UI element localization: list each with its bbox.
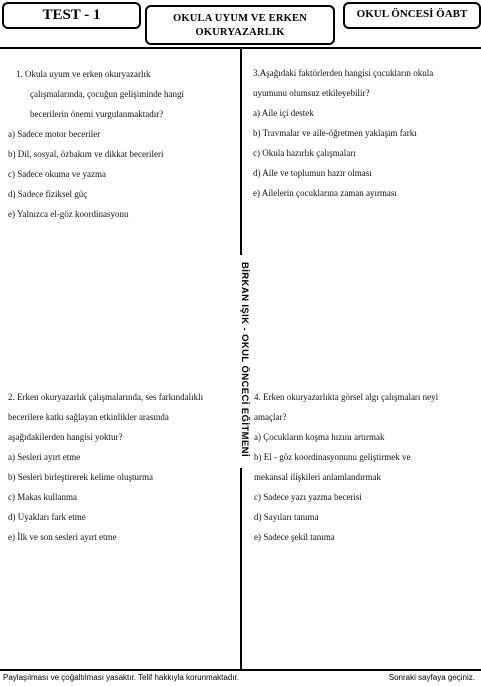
answer-option-b[interactable]: b) Dil, sosyal, özbakım ve dikkat becerileri: [8, 149, 164, 159]
footer-divider: [0, 669, 481, 671]
answer-option-b-continued[interactable]: mekansal ilişkileri anlamlandırmak: [254, 472, 381, 482]
question-stem-line: çalışmalarında, çocuğun gelişiminde hangi: [30, 89, 184, 99]
answer-option-e[interactable]: e) İlk ve son sesleri ayırt etme: [8, 532, 117, 542]
question-2: [8, 387, 233, 547]
answer-option-c[interactable]: c) Okula hazırlık çalışmaları: [253, 148, 356, 158]
question-stem-line: 2. Erken okuryazarlık çalışmalarında, ses farkındalıklı: [8, 392, 204, 402]
answer-option-c[interactable]: c) Makas kullanma: [8, 492, 77, 502]
copyright-notice: Paylaşılması ve çoğaltılması yasaktır. Telif hakkıyla korunmaktadır.: [3, 673, 239, 682]
question-stem-line: uyumunu olumsuz etkileyebilir?: [253, 88, 370, 98]
question-stem-line: 3.Aşağıdaki faktörlerden hangisi çocukların okula: [253, 68, 434, 78]
answer-option-c[interactable]: c) Sadece okuma ve yazma: [8, 169, 106, 179]
question-stem-line: 1. Okula uyum ve erken okuryazarlık: [16, 69, 151, 79]
question-stem-line: 4. Erken okuryazarlıkta görsel algı çalışmaları neyi: [254, 392, 439, 402]
topic-title-line-2: OKURYAZARLIK: [195, 27, 285, 38]
author-side-label: BİRKAN IŞIK - OKUL ÖNCECİ EĞİTMENİ: [239, 262, 250, 457]
question-3: [253, 63, 478, 203]
answer-option-b[interactable]: b) Sesleri birleştirerek kelime oluşturma: [8, 472, 153, 482]
question-4: [254, 387, 479, 547]
column-divider-top: [240, 48, 242, 255]
topic-title: [145, 5, 335, 45]
answer-option-d[interactable]: d) Sayıları tanıma: [254, 512, 319, 522]
answer-option-a[interactable]: a) Çocukların koşma hızını artırmak: [254, 432, 385, 442]
next-page-notice: Sonraki sayfaya geçiniz.: [388, 673, 475, 682]
question-stem-line: becerilerin önemi vurgulanmaktadır?: [30, 109, 164, 119]
answer-option-c[interactable]: c) Sadece yazı yazma becerisi: [254, 492, 362, 502]
question-stem-line: becerilere katkı sağlayan etkinlikler arasında: [8, 412, 169, 422]
answer-option-a[interactable]: a) Sadece motor beceriler: [8, 129, 101, 139]
answer-option-e[interactable]: e) Sadece şekil tanıma: [254, 532, 335, 542]
answer-option-d[interactable]: d) Aile ve toplumun hazır olması: [253, 168, 372, 178]
question-stem-line: aşağıdakilerden hangisi yoktur?: [8, 432, 123, 442]
column-divider-bottom: [240, 468, 242, 669]
question-1: [8, 64, 233, 224]
answer-option-d[interactable]: d) Sadece fiziksel güç: [8, 189, 88, 199]
answer-option-d[interactable]: d) Uyakları fark etme: [8, 512, 86, 522]
question-1-stem: [8, 64, 233, 124]
answer-option-a[interactable]: a) Aile içi destek: [253, 108, 314, 118]
answer-option-b[interactable]: b) El - göz koordinasyonunu geliştirmek ve: [254, 452, 411, 462]
question-stem-line: amaçlar?: [254, 412, 287, 422]
answer-option-e[interactable]: e) Ailelerin çocuklarına zaman ayırması: [253, 188, 397, 198]
test-number-label: TEST - 1: [2, 2, 141, 29]
topic-title-line-1: OKULA UYUM VE ERKEN: [173, 13, 307, 24]
answer-option-b[interactable]: b) Travmalar ve aile-öğretmen yaklaşım farkı: [253, 128, 417, 138]
answer-option-e[interactable]: e) Yalnızca el-göz koordinasyonu: [8, 209, 129, 219]
exam-label: OKUL ÖNCESİ ÖABT: [343, 2, 481, 29]
answer-option-a[interactable]: a) Sesleri ayırt etme: [8, 452, 81, 462]
